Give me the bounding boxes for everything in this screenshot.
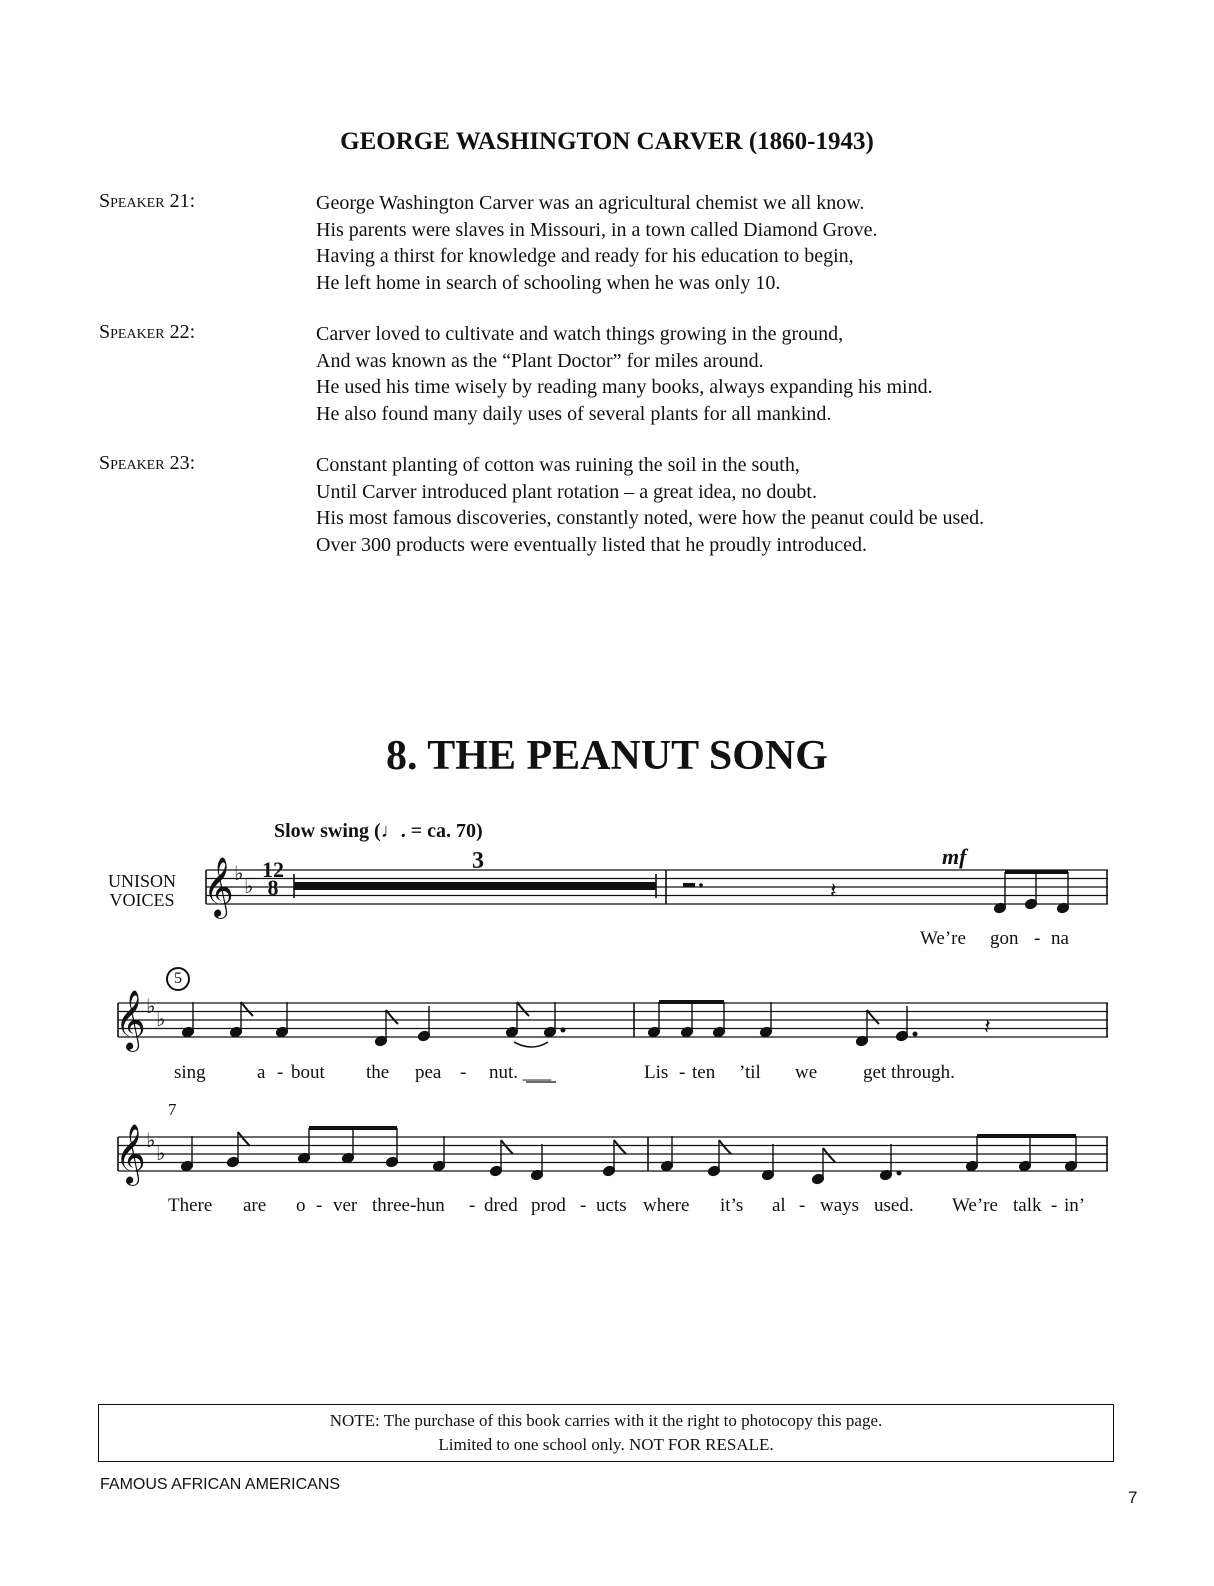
lyric-syllable: where — [643, 1195, 690, 1216]
lyric-syllable: nut. ___ — [489, 1062, 552, 1083]
lyric-syllable: Lis — [644, 1062, 669, 1083]
verse-line: Over 300 products were eventually listed that he proudly introduced. — [316, 533, 867, 556]
staff-lines — [118, 870, 1108, 1171]
measure-number-5: 5 — [166, 967, 190, 991]
lyric-syllable: ucts — [596, 1195, 627, 1216]
lyric-syllable: ver — [333, 1195, 358, 1216]
lyric-hyphen: - — [277, 1062, 284, 1083]
tie — [514, 1042, 548, 1047]
lyric-syllable: prod — [531, 1195, 566, 1216]
lyric-hyphen: - — [580, 1195, 587, 1216]
verse-line: Carver loved to cultivate and watch things growing in the ground, — [316, 323, 844, 345]
lyric-syllable: ’til — [739, 1062, 761, 1083]
lyric-syllable: We’re — [920, 928, 966, 949]
lyric-syllable: talk — [1013, 1195, 1042, 1216]
lyric-syllable: ways — [820, 1195, 860, 1216]
speaker-label: Speaker 21: — [99, 190, 196, 212]
multi-measure-rest — [294, 874, 656, 898]
tempo-marking: Slow swing (♩. = ca. 70) — [274, 820, 483, 842]
lyric-syllable: dred — [484, 1195, 518, 1216]
svg-text:𝄞: 𝄞 — [115, 990, 146, 1050]
svg-text:♭: ♭ — [146, 1128, 156, 1152]
note-line: Limited to one school only. NOT FOR RESALE. — [438, 1435, 774, 1454]
lyric-syllable: three-hun — [372, 1195, 445, 1216]
svg-text:𝄽: 𝄽 — [984, 1015, 991, 1040]
voice-label-line: VOICES — [109, 890, 175, 910]
lyric-syllable: a — [257, 1062, 266, 1083]
verse-line: His most famous discoveries, constantly noted, were how the peanut could be used. — [316, 507, 985, 529]
svg-text:𝄽: 𝄽 — [830, 879, 837, 904]
lyric-syllable: are — [243, 1195, 267, 1216]
verse-line: Until Carver introduced plant rotation – a great idea, no doubt. — [316, 480, 817, 503]
verse-line: He used his time wisely by reading many books, always expanding his mind. — [316, 376, 933, 398]
verse-line: George Washington Carver was an agricultural chemist we all know. — [316, 192, 865, 214]
lyric-syllable: sing — [174, 1062, 206, 1083]
lyric-hyphen: - — [469, 1195, 476, 1216]
lyric-syllable: bout — [291, 1062, 325, 1083]
dynamic-marking: mf — [942, 844, 967, 869]
lyric-syllable: We’re — [952, 1195, 998, 1216]
lyric-hyphen: - — [460, 1062, 467, 1083]
lyric-hyphen: - — [316, 1195, 323, 1216]
lyric-hyphen: - — [1034, 928, 1041, 949]
lyric-syllable: we — [795, 1062, 818, 1083]
voice-label-line: UNISON — [108, 871, 177, 891]
lyric-syllable: al — [772, 1195, 786, 1216]
time-signature-top: 12 — [262, 857, 284, 882]
rests — [683, 879, 991, 1040]
lyric-syllable: in’ — [1064, 1195, 1086, 1216]
svg-text:𝄞: 𝄞 — [203, 857, 234, 917]
lyric-syllable: get through. — [863, 1062, 955, 1083]
speaker-label: Speaker 22: — [99, 321, 196, 343]
measure-number-7: 7 — [168, 1100, 177, 1119]
song-title: 8. THE PEANUT SONG — [386, 733, 828, 779]
svg-text:𝄞: 𝄞 — [115, 1124, 146, 1184]
lyric-syllable: the — [366, 1062, 390, 1083]
verse-line: Having a thirst for knowledge and ready for his education to begin, — [316, 245, 854, 267]
svg-text:♭: ♭ — [244, 874, 254, 898]
lyric-hyphen: - — [1051, 1195, 1058, 1216]
verse-line: His parents were slaves in Missouri, in a town called Diamond Grove. — [316, 218, 878, 241]
lyric-syllable: ten — [692, 1062, 716, 1083]
verse-line: He also found many daily uses of several plants for all mankind. — [316, 402, 832, 425]
svg-text:♭: ♭ — [156, 1007, 166, 1031]
verse-line: And was known as the “Plant Doctor” for miles around. — [316, 349, 764, 372]
page-number: 7 — [1128, 1488, 1138, 1507]
lyric-syllable: o — [296, 1195, 306, 1216]
svg-text:♭: ♭ — [146, 994, 156, 1018]
lyric-syllable: na — [1051, 928, 1069, 949]
section-title: GEORGE WASHINGTON CARVER (1860-1943) — [340, 128, 874, 155]
lyric-hyphen: - — [799, 1195, 806, 1216]
lyric-syllable: There — [168, 1195, 213, 1216]
time-signature-bottom: 8 — [267, 875, 279, 900]
flat-icon — [146, 861, 253, 1165]
lyric-hyphen: - — [679, 1062, 686, 1083]
lyric-syllable: used. — [874, 1195, 914, 1216]
svg-text:♭: ♭ — [234, 861, 244, 885]
lyric-syllable: pea — [415, 1062, 442, 1083]
photocopy-note-box — [98, 1404, 1114, 1462]
time-signature — [262, 857, 284, 900]
svg-text:♭: ♭ — [156, 1141, 166, 1165]
speaker-label: Speaker 23: — [99, 452, 196, 474]
footer-book-title: FAMOUS AFRICAN AMERICANS — [100, 1476, 341, 1493]
verse-line: Constant planting of cotton was ruining the soil in the south, — [316, 454, 800, 476]
verse-line: He left home in search of schooling when he was only 10. — [316, 271, 781, 294]
lyric-syllable: gon — [990, 928, 1019, 949]
lyric-syllable: it’s — [720, 1195, 744, 1216]
note-line: NOTE: The purchase of this book carries with it the right to photocopy this page. — [329, 1411, 883, 1430]
note-flags — [238, 1002, 879, 1162]
multi-rest-count: 3 — [472, 848, 484, 874]
